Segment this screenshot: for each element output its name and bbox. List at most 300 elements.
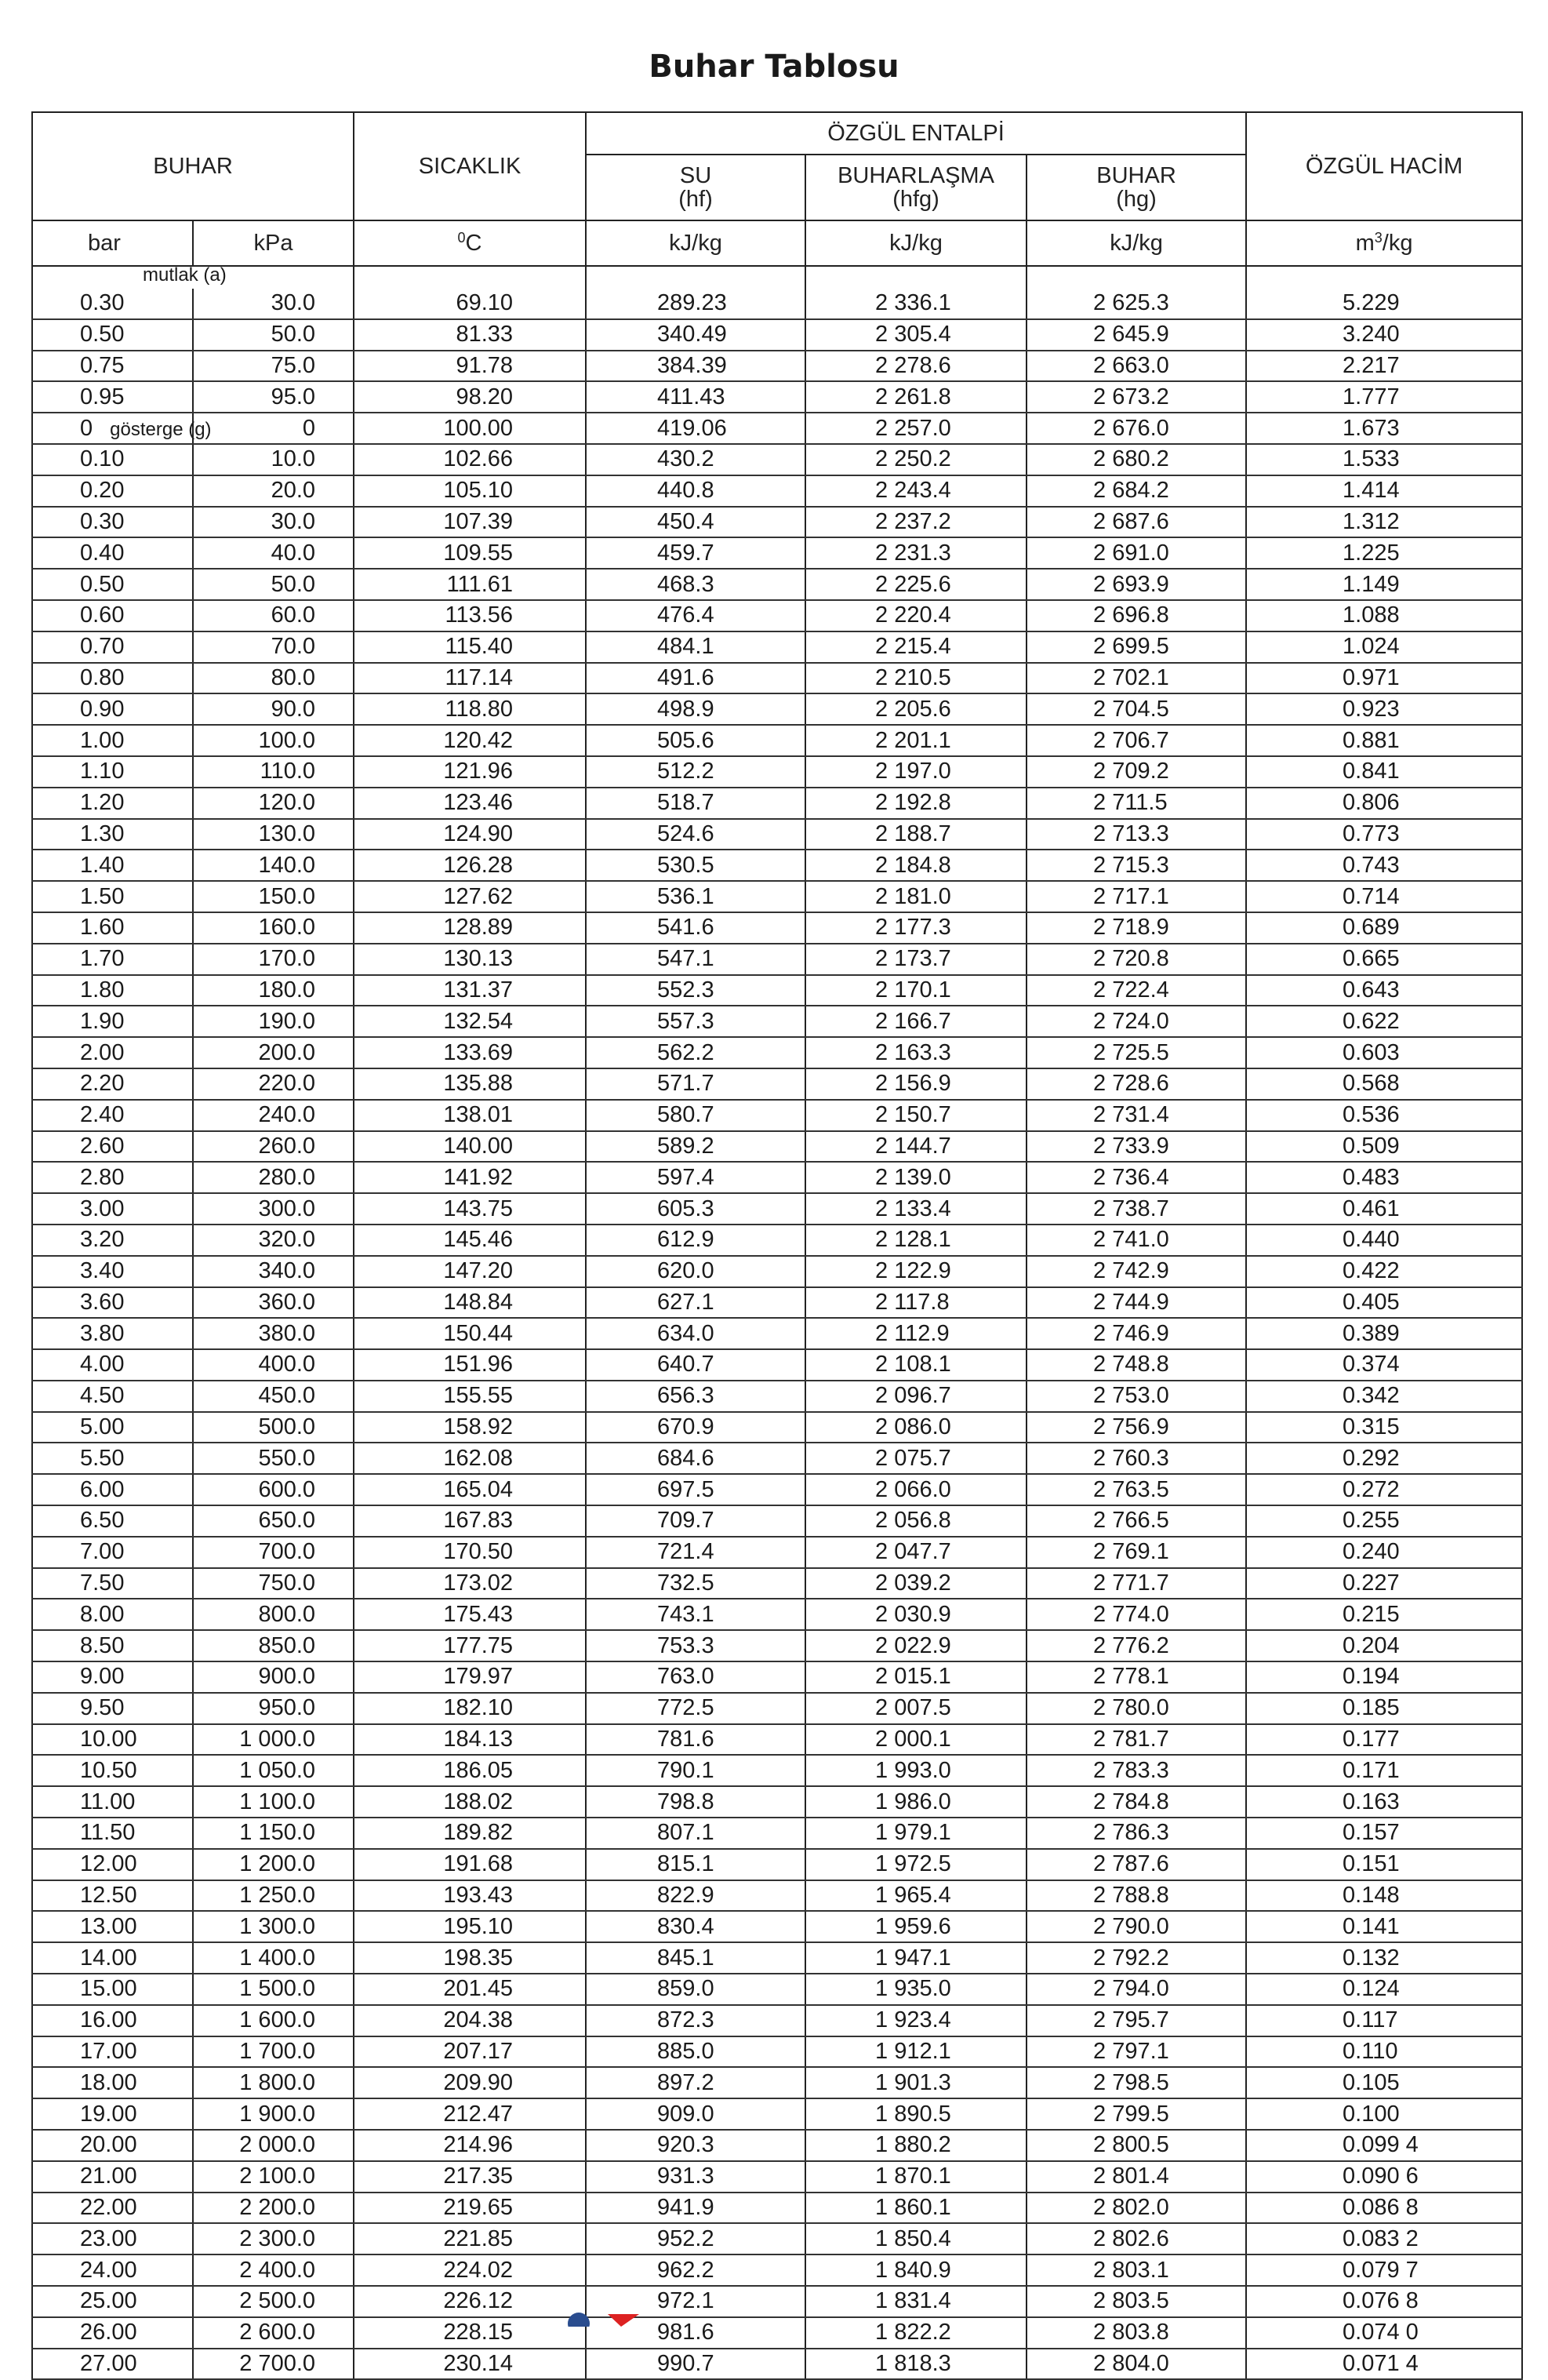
table-row: [32, 2317, 1522, 2349]
pressure-bar-cell: 10.00: [32, 1724, 193, 1756]
pressure-kpa-cell: 30.0: [193, 507, 354, 538]
header-buhar-hg-label: BUHAR: [1096, 162, 1176, 188]
pressure-kpa-cell: 950.0: [193, 1693, 354, 1724]
pressure-kpa-cell: 1 600.0: [193, 2005, 354, 2036]
table-row: [32, 2067, 1522, 2098]
enthalpy-hfg-cell: 2 243.4: [805, 475, 1027, 507]
table-row: [32, 1599, 1522, 1630]
table-row: [32, 289, 1522, 319]
header-buhar: BUHAR: [32, 112, 354, 220]
pressure-kpa-cell: 160.0: [193, 912, 354, 944]
pressure-kpa-cell: 130.0: [193, 819, 354, 850]
header-su-label: SU: [679, 162, 712, 188]
specific-volume-cell: 0.971: [1246, 663, 1522, 694]
enthalpy-hfg-cell: 2 205.6: [805, 693, 1027, 725]
enthalpy-hfg-cell: 2 261.8: [805, 381, 1027, 413]
table-row: [32, 1162, 1522, 1193]
enthalpy-hfg-cell: 2 231.3: [805, 537, 1027, 569]
pressure-bar-cell: 14.00: [32, 1942, 193, 1974]
enthalpy-hfg-cell: 2 056.8: [805, 1505, 1027, 1537]
pressure-kpa-cell: 2 200.0: [193, 2193, 354, 2224]
enthalpy-hfg-cell: 1 850.4: [805, 2223, 1027, 2254]
specific-volume-cell: 0.389: [1246, 1318, 1522, 1349]
enthalpy-hf-cell: 468.3: [586, 569, 805, 600]
enthalpy-hfg-cell: 2 108.1: [805, 1349, 1027, 1381]
specific-volume-cell: 0.536: [1246, 1100, 1522, 1131]
temperature-cell: 209.90: [354, 2067, 586, 2098]
pressure-bar-cell: 4.00: [32, 1349, 193, 1381]
enthalpy-hf-cell: 498.9: [586, 693, 805, 725]
pressure-bar-cell: 3.60: [32, 1287, 193, 1319]
unit-volume-per-kg: /kg: [1382, 231, 1413, 257]
pressure-kpa-cell: 1 800.0: [193, 2067, 354, 2098]
pressure-bar-cell: 25.00: [32, 2286, 193, 2317]
enthalpy-hf-cell: 634.0: [586, 1318, 805, 1349]
table-row: [32, 2130, 1522, 2161]
header-ozgul-hacim: ÖZGÜL HACİM: [1246, 112, 1522, 220]
specific-volume-cell: 1.024: [1246, 631, 1522, 663]
enthalpy-hg-cell: 2 748.8: [1027, 1349, 1246, 1381]
temperature-cell: 117.14: [354, 663, 586, 694]
specific-volume-cell: 0.100: [1246, 2098, 1522, 2130]
pressure-kpa-cell: 450.0: [193, 1381, 354, 1412]
pressure-kpa-cell: 1 200.0: [193, 1849, 354, 1880]
enthalpy-hf-cell: 580.7: [586, 1100, 805, 1131]
pressure-kpa-cell: 1 250.0: [193, 1880, 354, 1912]
enthalpy-hf-cell: 476.4: [586, 600, 805, 631]
pressure-bar-cell: 1.40: [32, 850, 193, 881]
enthalpy-hf-cell: 670.9: [586, 1412, 805, 1443]
temperature-cell: 115.40: [354, 631, 586, 663]
table-row: [32, 569, 1522, 600]
table-row: [32, 944, 1522, 975]
table-row: [32, 381, 1522, 413]
temperature-cell: 224.02: [354, 2254, 586, 2286]
specific-volume-cell: 0.079 7: [1246, 2254, 1522, 2286]
specific-volume-cell: 1.533: [1246, 444, 1522, 475]
table-row: [32, 319, 1522, 351]
table-row: [32, 819, 1522, 850]
temperature-cell: 102.66: [354, 444, 586, 475]
specific-volume-cell: 0.124: [1246, 1974, 1522, 2005]
temperature-cell: 173.02: [354, 1568, 586, 1599]
enthalpy-hg-cell: 2 731.4: [1027, 1100, 1246, 1131]
enthalpy-hg-cell: 2 774.0: [1027, 1599, 1246, 1630]
pressure-bar-cell: 22.00: [32, 2193, 193, 2224]
enthalpy-hg-cell: 2 786.3: [1027, 1818, 1246, 1849]
enthalpy-hfg-cell: 1 979.1: [805, 1818, 1027, 1849]
specific-volume-cell: 1.673: [1246, 413, 1522, 444]
table-row: [32, 1849, 1522, 1880]
pressure-bar-cell: 12.50: [32, 1880, 193, 1912]
specific-volume-cell: 0.665: [1246, 944, 1522, 975]
pressure-kpa-cell: 380.0: [193, 1318, 354, 1349]
enthalpy-hf-cell: 419.06: [586, 413, 805, 444]
pressure-kpa-cell: 400.0: [193, 1349, 354, 1381]
pressure-bar-cell: 3.20: [32, 1225, 193, 1256]
pressure-kpa-cell: 150.0: [193, 881, 354, 912]
enthalpy-hfg-cell: 2 128.1: [805, 1225, 1027, 1256]
enthalpy-hg-cell: 2 722.4: [1027, 975, 1246, 1006]
enthalpy-hg-cell: 2 738.7: [1027, 1193, 1246, 1225]
pressure-bar-cell: 1.30: [32, 819, 193, 850]
enthalpy-hf-cell: 697.5: [586, 1474, 805, 1505]
specific-volume-cell: 0.461: [1246, 1193, 1522, 1225]
enthalpy-hg-cell: 2 676.0: [1027, 413, 1246, 444]
enthalpy-hg-cell: 2 684.2: [1027, 475, 1246, 507]
enthalpy-hfg-cell: 1 860.1: [805, 2193, 1027, 2224]
pressure-bar-cell: 18.00: [32, 2067, 193, 2098]
pressure-kpa-cell: 2 500.0: [193, 2286, 354, 2317]
note-empty: [1027, 266, 1246, 289]
enthalpy-hg-cell: 2 753.0: [1027, 1381, 1246, 1412]
temperature-cell: 155.55: [354, 1381, 586, 1412]
pressure-kpa-cell: 2 700.0: [193, 2349, 354, 2380]
specific-volume-cell: 0.773: [1246, 819, 1522, 850]
enthalpy-hg-cell: 2 645.9: [1027, 319, 1246, 351]
table-row: [32, 1131, 1522, 1163]
enthalpy-hf-cell: 753.3: [586, 1630, 805, 1661]
enthalpy-hfg-cell: 1 993.0: [805, 1755, 1027, 1786]
temperature-cell: 217.35: [354, 2161, 586, 2193]
pressure-bar-cell: 24.00: [32, 2254, 193, 2286]
table-row: [32, 1443, 1522, 1474]
enthalpy-hg-cell: 2 769.1: [1027, 1537, 1246, 1568]
pressure-kpa-cell: 320.0: [193, 1225, 354, 1256]
table-row: [32, 756, 1522, 788]
enthalpy-hg-cell: 2 766.5: [1027, 1505, 1246, 1537]
enthalpy-hg-cell: 2 802.0: [1027, 2193, 1246, 2224]
enthalpy-hfg-cell: 2 086.0: [805, 1412, 1027, 1443]
specific-volume-cell: 0.483: [1246, 1162, 1522, 1193]
table-row: [32, 1006, 1522, 1037]
temperature-cell: 207.17: [354, 2036, 586, 2068]
note-mutlak-cell: [32, 266, 354, 289]
pressure-kpa-cell: 40.0: [193, 537, 354, 569]
enthalpy-hf-cell: 571.7: [586, 1068, 805, 1100]
specific-volume-cell: 0.086 8: [1246, 2193, 1522, 2224]
enthalpy-hg-cell: 2 794.0: [1027, 1974, 1246, 2005]
temperature-cell: 123.46: [354, 788, 586, 819]
enthalpy-hf-cell: 597.4: [586, 1162, 805, 1193]
pressure-bar-cell: 2.40: [32, 1100, 193, 1131]
enthalpy-hg-cell: 2 691.0: [1027, 537, 1246, 569]
enthalpy-hfg-cell: 2 030.9: [805, 1599, 1027, 1630]
enthalpy-hg-cell: 2 733.9: [1027, 1131, 1246, 1163]
pressure-bar-cell: 1.00: [32, 725, 193, 756]
table-row: [32, 1349, 1522, 1381]
table-body: [32, 266, 1522, 2379]
pressure-bar-cell: 19.00: [32, 2098, 193, 2130]
enthalpy-hf-cell: 450.4: [586, 507, 805, 538]
enthalpy-hf-cell: 484.1: [586, 631, 805, 663]
enthalpy-hfg-cell: 2 215.4: [805, 631, 1027, 663]
enthalpy-hg-cell: 2 788.8: [1027, 1880, 1246, 1912]
enthalpy-hf-cell: 411.43: [586, 381, 805, 413]
note-row: [32, 266, 1522, 289]
pressure-kpa-cell: 220.0: [193, 1068, 354, 1100]
specific-volume-cell: 0.117: [1246, 2005, 1522, 2036]
enthalpy-hg-cell: 2 715.3: [1027, 850, 1246, 881]
enthalpy-hfg-cell: 1 831.4: [805, 2286, 1027, 2317]
enthalpy-hfg-cell: 2 122.9: [805, 1256, 1027, 1287]
pressure-kpa-cell: 1 400.0: [193, 1942, 354, 1974]
header-ozgul-entalpi: ÖZGÜL ENTALPİ: [586, 112, 1246, 155]
enthalpy-hf-cell: 822.9: [586, 1880, 805, 1912]
specific-volume-cell: 0.603: [1246, 1037, 1522, 1068]
enthalpy-hg-cell: 2 704.5: [1027, 693, 1246, 725]
temperature-cell: 189.82: [354, 1818, 586, 1849]
enthalpy-hg-cell: 2 718.9: [1027, 912, 1246, 944]
temperature-cell: 105.10: [354, 475, 586, 507]
unit-kpa: kPa: [193, 220, 354, 266]
enthalpy-hf-cell: 640.7: [586, 1349, 805, 1381]
enthalpy-hg-cell: 2 687.6: [1027, 507, 1246, 538]
pressure-bar-cell: 0.30: [32, 507, 193, 538]
enthalpy-hfg-cell: 2 250.2: [805, 444, 1027, 475]
pressure-kpa-cell: 360.0: [193, 1287, 354, 1319]
specific-volume-cell: 0.374: [1246, 1349, 1522, 1381]
pressure-bar-cell: 16.00: [32, 2005, 193, 2036]
pressure-bar-cell: 10.50: [32, 1755, 193, 1786]
specific-volume-cell: 0.227: [1246, 1568, 1522, 1599]
enthalpy-hf-cell: 972.1: [586, 2286, 805, 2317]
table-row: [32, 1755, 1522, 1786]
temperature-cell: 182.10: [354, 1693, 586, 1724]
temperature-cell: 100.00: [354, 413, 586, 444]
pressure-kpa-cell: 850.0: [193, 1630, 354, 1661]
specific-volume-cell: 0.272: [1246, 1474, 1522, 1505]
pressure-bar-cell: 15.00: [32, 1974, 193, 2005]
unit-temperature-degree: 0: [457, 230, 466, 246]
pressure-kpa-cell: 1 100.0: [193, 1786, 354, 1818]
unit-hg: kJ/kg: [1027, 220, 1246, 266]
steam-table: [31, 111, 1523, 2380]
enthalpy-hfg-cell: 1 923.4: [805, 2005, 1027, 2036]
table-row: [32, 631, 1522, 663]
table-row: [32, 2098, 1522, 2130]
table-row: [32, 1630, 1522, 1661]
specific-volume-cell: 0.151: [1246, 1849, 1522, 1880]
specific-volume-cell: 0.240: [1246, 1537, 1522, 1568]
pressure-bar-cell: 0.50: [32, 319, 193, 351]
pressure-kpa-cell: 1 000.0: [193, 1724, 354, 1756]
temperature-cell: 121.96: [354, 756, 586, 788]
specific-volume-cell: 1.088: [1246, 600, 1522, 631]
enthalpy-hfg-cell: 2 197.0: [805, 756, 1027, 788]
temperature-cell: 230.14: [354, 2349, 586, 2380]
pressure-bar-cell: 6.50: [32, 1505, 193, 1537]
enthalpy-hfg-cell: 1 986.0: [805, 1786, 1027, 1818]
temperature-cell: 145.46: [354, 1225, 586, 1256]
enthalpy-hf-cell: 845.1: [586, 1942, 805, 1974]
enthalpy-hfg-cell: 2 022.9: [805, 1630, 1027, 1661]
enthalpy-hg-cell: 2 724.0: [1027, 1006, 1246, 1037]
table-row: [32, 1256, 1522, 1287]
pressure-bar-cell: 1.50: [32, 881, 193, 912]
pressure-bar-cell: 0.95: [32, 381, 193, 413]
enthalpy-hfg-cell: 2 150.7: [805, 1100, 1027, 1131]
enthalpy-hg-cell: 2 713.3: [1027, 819, 1246, 850]
enthalpy-hf-cell: 627.1: [586, 1287, 805, 1319]
enthalpy-hg-cell: 2 797.1: [1027, 2036, 1246, 2068]
temperature-cell: 150.44: [354, 1318, 586, 1349]
temperature-cell: 120.42: [354, 725, 586, 756]
pressure-kpa-cell: 1 500.0: [193, 1974, 354, 2005]
enthalpy-hf-cell: 941.9: [586, 2193, 805, 2224]
pressure-bar-cell: 0.80: [32, 663, 193, 694]
pressure-kpa-cell: 30.0: [193, 289, 354, 319]
enthalpy-hf-cell: 684.6: [586, 1443, 805, 1474]
specific-volume-cell: 0.105: [1246, 2067, 1522, 2098]
header-su: [586, 155, 805, 220]
table-row: [32, 444, 1522, 475]
pressure-kpa-cell: 120.0: [193, 788, 354, 819]
table-row: [32, 507, 1522, 538]
enthalpy-hg-cell: 2 756.9: [1027, 1412, 1246, 1443]
enthalpy-hf-cell: 815.1: [586, 1849, 805, 1880]
temperature-cell: 138.01: [354, 1100, 586, 1131]
enthalpy-hf-cell: 721.4: [586, 1537, 805, 1568]
pressure-bar-cell: 1.10: [32, 756, 193, 788]
table-row: [32, 1786, 1522, 1818]
enthalpy-hfg-cell: 2 305.4: [805, 319, 1027, 351]
enthalpy-hfg-cell: 2 201.1: [805, 725, 1027, 756]
pressure-kpa-cell: 2 300.0: [193, 2223, 354, 2254]
pressure-kpa-cell: 180.0: [193, 975, 354, 1006]
enthalpy-hf-cell: 384.39: [586, 351, 805, 382]
enthalpy-hf-cell: 562.2: [586, 1037, 805, 1068]
pressure-kpa-cell: 0: [193, 413, 354, 444]
enthalpy-hfg-cell: 2 188.7: [805, 819, 1027, 850]
table-header: [32, 112, 1522, 266]
enthalpy-hfg-cell: 1 890.5: [805, 2098, 1027, 2130]
pressure-bar-cell: 0.90: [32, 693, 193, 725]
pressure-bar-cell: 9.00: [32, 1661, 193, 1693]
enthalpy-hfg-cell: 2 096.7: [805, 1381, 1027, 1412]
table-row: [32, 1068, 1522, 1100]
specific-volume-cell: 2.217: [1246, 351, 1522, 382]
table-row: [32, 693, 1522, 725]
pressure-kpa-cell: 95.0: [193, 381, 354, 413]
enthalpy-hf-cell: 772.5: [586, 1693, 805, 1724]
pressure-kpa-cell: 1 050.0: [193, 1755, 354, 1786]
temperature-cell: 179.97: [354, 1661, 586, 1693]
temperature-cell: 91.78: [354, 351, 586, 382]
enthalpy-hfg-cell: 1 822.2: [805, 2317, 1027, 2349]
enthalpy-hg-cell: 2 720.8: [1027, 944, 1246, 975]
enthalpy-hg-cell: 2 693.9: [1027, 569, 1246, 600]
enthalpy-hf-cell: 709.7: [586, 1505, 805, 1537]
specific-volume-cell: 0.171: [1246, 1755, 1522, 1786]
unit-volume-exponent: 3: [1374, 230, 1383, 246]
enthalpy-hfg-cell: 2 075.7: [805, 1443, 1027, 1474]
pressure-kpa-cell: 340.0: [193, 1256, 354, 1287]
specific-volume-cell: 0.881: [1246, 725, 1522, 756]
temperature-cell: 135.88: [354, 1068, 586, 1100]
enthalpy-hg-cell: 2 744.9: [1027, 1287, 1246, 1319]
pressure-kpa-cell: 2 400.0: [193, 2254, 354, 2286]
header-su-symbol: (hf): [678, 187, 713, 212]
table-row: [32, 1193, 1522, 1225]
pressure-kpa-cell: 750.0: [193, 1568, 354, 1599]
pressure-bar-cell: 7.00: [32, 1537, 193, 1568]
specific-volume-cell: 1.225: [1246, 537, 1522, 569]
specific-volume-cell: 0.643: [1246, 975, 1522, 1006]
enthalpy-hf-cell: 541.6: [586, 912, 805, 944]
enthalpy-hfg-cell: 2 184.8: [805, 850, 1027, 881]
pressure-bar-cell: 23.00: [32, 2223, 193, 2254]
pressure-kpa-cell: 550.0: [193, 1443, 354, 1474]
specific-volume-cell: 0.090 6: [1246, 2161, 1522, 2193]
specific-volume-cell: 1.149: [1246, 569, 1522, 600]
enthalpy-hfg-cell: 2 336.1: [805, 289, 1027, 319]
enthalpy-hf-cell: 340.49: [586, 319, 805, 351]
note-empty: [586, 266, 805, 289]
temperature-cell: 126.28: [354, 850, 586, 881]
pressure-kpa-cell: 10.0: [193, 444, 354, 475]
specific-volume-cell: 0.215: [1246, 1599, 1522, 1630]
pressure-bar-cell: 8.00: [32, 1599, 193, 1630]
specific-volume-cell: 0.110: [1246, 2036, 1522, 2068]
pressure-bar-cell: 0.30: [32, 289, 193, 319]
table-row: [32, 881, 1522, 912]
table-row: [32, 1505, 1522, 1537]
table-row: [32, 1287, 1522, 1319]
enthalpy-hfg-cell: 1 901.3: [805, 2067, 1027, 2098]
table-row: [32, 2161, 1522, 2193]
enthalpy-hg-cell: 2 711.5: [1027, 788, 1246, 819]
enthalpy-hg-cell: 2 804.0: [1027, 2349, 1246, 2380]
pressure-kpa-cell: 260.0: [193, 1131, 354, 1163]
pressure-kpa-cell: 1 150.0: [193, 1818, 354, 1849]
pressure-bar-cell: 27.00: [32, 2349, 193, 2380]
table-row: [32, 2223, 1522, 2254]
specific-volume-cell: 0.194: [1246, 1661, 1522, 1693]
pressure-kpa-cell: 100.0: [193, 725, 354, 756]
specific-volume-cell: 0.141: [1246, 1911, 1522, 1942]
logo-icon: [565, 2303, 659, 2327]
specific-volume-cell: 0.255: [1246, 1505, 1522, 1537]
enthalpy-hf-cell: 620.0: [586, 1256, 805, 1287]
enthalpy-hg-cell: 2 803.1: [1027, 2254, 1246, 2286]
specific-volume-cell: 0.076 8: [1246, 2286, 1522, 2317]
enthalpy-hg-cell: 2 736.4: [1027, 1162, 1246, 1193]
pressure-kpa-cell: 2 000.0: [193, 2130, 354, 2161]
temperature-cell: 175.43: [354, 1599, 586, 1630]
table-row: [32, 1568, 1522, 1599]
pressure-bar-cell: 0.70: [32, 631, 193, 663]
enthalpy-hg-cell: 2 742.9: [1027, 1256, 1246, 1287]
temperature-cell: 151.96: [354, 1349, 586, 1381]
temperature-cell: 165.04: [354, 1474, 586, 1505]
enthalpy-hf-cell: 430.2: [586, 444, 805, 475]
enthalpy-hfg-cell: 1 818.3: [805, 2349, 1027, 2380]
enthalpy-hfg-cell: 2 220.4: [805, 600, 1027, 631]
enthalpy-hf-cell: 289.23: [586, 289, 805, 319]
temperature-cell: 124.90: [354, 819, 586, 850]
temperature-cell: 195.10: [354, 1911, 586, 1942]
header-buharlasma-label: BUHARLAŞMA: [838, 162, 994, 188]
unit-temperature-c: C: [465, 231, 482, 257]
enthalpy-hf-cell: 807.1: [586, 1818, 805, 1849]
temperature-cell: 131.37: [354, 975, 586, 1006]
enthalpy-hf-cell: 656.3: [586, 1381, 805, 1412]
enthalpy-hg-cell: 2 673.2: [1027, 381, 1246, 413]
enthalpy-hf-cell: 743.1: [586, 1599, 805, 1630]
table-row: [32, 1724, 1522, 1756]
pressure-kpa-cell: 300.0: [193, 1193, 354, 1225]
